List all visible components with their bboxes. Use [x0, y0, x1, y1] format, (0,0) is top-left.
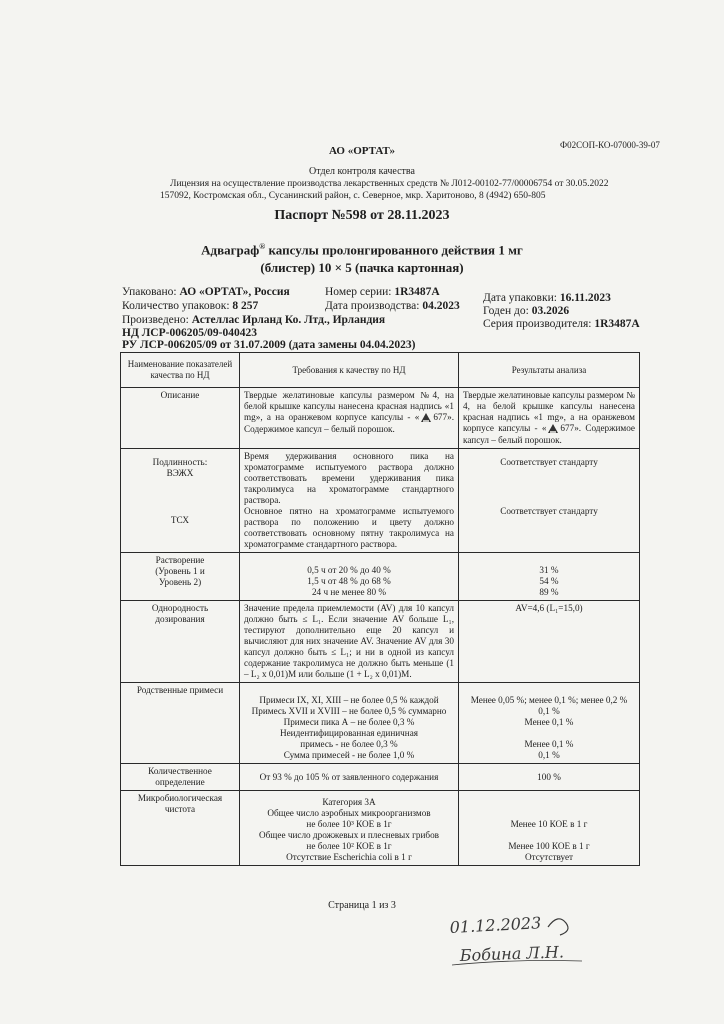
- registered-mark: ®: [259, 242, 266, 251]
- nd-number: [122, 327, 257, 339]
- req-impurities-unidentified-limit: примесь - не более 0,3 %: [300, 739, 398, 749]
- table-row: [121, 553, 640, 601]
- packed-label: Упаковано:: [122, 286, 180, 298]
- expiry-date: [483, 305, 569, 317]
- page-number: Страница 1 из 3: [328, 900, 396, 911]
- micro-label-1: Микробиологическая: [137, 793, 223, 803]
- req-uniformity: [240, 601, 459, 683]
- dissolution-level-1: (Уровень 1 и: [155, 566, 205, 576]
- ru-number: [122, 339, 415, 351]
- res-assay: [459, 764, 640, 791]
- param-impurities: [121, 683, 240, 764]
- req-micro: [240, 791, 459, 866]
- req-impurities-total: Сумма примесей - не более 1,0 %: [283, 750, 415, 760]
- series-label: Номер серии:: [325, 286, 395, 298]
- res-description-text-a: Твердые желатиновые капсулы размером № 4, на белой крышке капсулы нанесена красная надпись «1 mg», а на оранжевом корпусе капсулы - «: [463, 390, 635, 434]
- license-block: [160, 178, 609, 202]
- req-dissolution-1-5h: 1,5 ч от 48 % до 68 %: [307, 576, 391, 586]
- req-impurities-unidentified: Неидентифицированная единичная: [279, 728, 419, 738]
- req-dissolution-24h: 24 ч не менее 80 %: [311, 587, 387, 597]
- param-description: [121, 388, 240, 449]
- res-dissolution: [459, 553, 640, 601]
- req-micro-category: Категория 3А: [322, 797, 376, 807]
- header-parameter: Наименование показателей качества по НД: [121, 353, 240, 388]
- product-name: Адваграф: [201, 242, 260, 258]
- assay-label-1: Количественное: [148, 766, 212, 776]
- product-title: [0, 238, 724, 277]
- res-impurities-total: 0,1 %: [538, 750, 560, 760]
- req-micro-aerobic: Общее число аэробных микроорганизмов: [267, 808, 431, 818]
- production-date: [325, 300, 460, 312]
- req-description-text-a: Твердые желатиновые капсулы размером №4, на белой крышке капсулы нанесена красная надпись «1 mg», а на оранжевом корпусе капсулы - «: [244, 390, 454, 423]
- manufacturer-series: [483, 318, 640, 330]
- req-impurities-xvii-xviii: Примесь XVII и XVIII – не более 0,5 % суммарно: [251, 706, 447, 716]
- param-dissolution: [121, 553, 240, 601]
- document-code: Ф02СОП-КО-07000-39-07: [560, 140, 660, 150]
- packing-date: [483, 292, 611, 304]
- table-row: [121, 683, 640, 764]
- series-number: [325, 286, 440, 298]
- res-micro-ecoli: Отсутствует: [524, 852, 574, 862]
- pack-count-label: Количество упаковок:: [122, 300, 233, 312]
- req-identity-hplc: Время удерживания основного пика на хроматограмме испытуемого раствора должно соответствовать времени удерживания пика такролимуса на хроматограмме стандартного раствора.: [244, 451, 454, 505]
- header-results: Результаты анализа: [459, 353, 640, 388]
- req-identity-tlc: Основное пятно на хроматограмме испытуемого раствора по положению и цвету должно соответствовать основному пятну такролимуса на хроматограмме стандартного раствора.: [244, 506, 454, 549]
- req-dissolution-0-5h: 0,5 ч от 20 % до 40 %: [307, 565, 391, 575]
- packing-date-value: 16.11.2023: [559, 292, 611, 304]
- req-impurities-peak-a: Примеси пика А – не более 0,3 %: [283, 717, 415, 727]
- production-date-value: 04.2023: [422, 300, 460, 312]
- req-micro-fungi: Общее число дрожжевых и плесневых грибов: [259, 830, 439, 840]
- expiry-value: 03.2026: [531, 305, 570, 317]
- table-row: [121, 449, 640, 553]
- series-value: 1R3487A: [394, 286, 440, 298]
- manufacturer: [122, 314, 385, 326]
- license-line: Лицензия на осуществление производства лекарственных средств № Л012-00102-77/00006754 от 30.05.2022: [170, 179, 609, 189]
- res-impurities: [459, 683, 640, 764]
- table-row: [121, 601, 640, 683]
- address-line: 157092, Костромская обл., Сусанинский район, с. Северное, мкр. Харитоново, 8 (4942) 650-805: [160, 191, 546, 201]
- req-micro-aerobic-limit: не более 10³ КОЕ в 1г: [306, 819, 392, 829]
- header-requirements: Требования к качеству по НД: [240, 353, 459, 388]
- manufacturer-label: Произведено:: [122, 314, 192, 326]
- table-header-row: [121, 353, 640, 388]
- manufacturer-series-value: 1R3487A: [594, 318, 640, 330]
- expiry-label: Годен до:: [483, 305, 532, 317]
- manufacturer-value: Астеллас Ирланд Ко. Лтд., Ирландия: [191, 314, 386, 326]
- req-impurities: [240, 683, 459, 764]
- res-dissolution-0-5h: 31 %: [539, 565, 559, 575]
- res-identity: [459, 449, 640, 553]
- department-name: Отдел контроля качества: [309, 166, 415, 177]
- table-row: [121, 791, 640, 866]
- identity-tlc-label: ТСХ: [170, 515, 190, 525]
- param-identity: [121, 449, 240, 553]
- handwritten-name: Бобина Л.Н.: [459, 942, 565, 965]
- req-description: [240, 388, 459, 449]
- res-uniformity: [459, 601, 640, 683]
- param-assay: [121, 764, 240, 791]
- astellas-logo-icon: [546, 423, 560, 435]
- product-form: капсулы пролонгированного действия 1 мг: [265, 242, 523, 258]
- identity-hplc-label: ВЭЖХ: [166, 468, 194, 478]
- req-assay-text: От 93 % до 105 % от заявленного содержания: [259, 772, 439, 782]
- pack-count-value: 8 257: [232, 300, 259, 312]
- res-impurities-peak-a: Менее 0,1 %: [524, 717, 574, 727]
- req-impurities-ix-xi-xiii: Примеси IX, XI, XIII – не более 0,5 % каждой: [259, 695, 439, 705]
- dissolution-label: Растворение: [155, 555, 205, 565]
- impurities-label: Родственные примеси: [136, 685, 224, 695]
- quality-table: [120, 352, 640, 866]
- res-assay-value: 100 %: [537, 772, 561, 782]
- req-identity: [240, 449, 459, 553]
- res-impurities-xvii-xviii: 0,1 %: [538, 706, 560, 716]
- res-description: [459, 388, 640, 449]
- nd-value: НД ЛСР-006205/09-040423: [122, 327, 257, 339]
- req-description-text-b: 677». Содержимое капсул – белый порошок.: [244, 412, 454, 434]
- ru-value: РУ ЛСР-006205/09 от 31.07.2009 (дата замены 04.04.2023): [122, 339, 416, 351]
- micro-label-2: чистота: [164, 804, 196, 814]
- res-dissolution-1-5h: 54 %: [539, 576, 559, 586]
- packed-value: АО «ОРТАТ», Россия: [179, 286, 290, 298]
- res-uniformity-value: AV=4,6 (L₁=15,0): [515, 603, 583, 613]
- req-uniformity-text: Значение предела приемлемости (AV) для 10 капсул должно быть ≤ L₁. Если значение AV больше L₁, тестируют дополнительно еще 20 капсул и вычисляют для них значение AV. Значение AV для 30 капсул должно быть ≤ L₁; и ни в одной из капсул содержание такролимуса не должно быть меньше (1 – L₂ x 0,01)M или больше (1 + L₂ x 0,01)M.: [244, 603, 454, 679]
- passport-title: Паспорт №598 от 28.11.2023: [274, 208, 450, 223]
- manufacturer-series-label: Серия производителя:: [483, 318, 595, 330]
- dissolution-level-2: Уровень 2): [158, 577, 202, 587]
- packed-by: [122, 286, 290, 298]
- param-micro: [121, 791, 240, 866]
- handwritten-date: 01.12.2023: [449, 913, 542, 937]
- pack-count: [122, 300, 258, 312]
- product-line-1: [0, 238, 724, 259]
- req-dissolution: [240, 553, 459, 601]
- product-line-2: (блистер) 10 × 5 (пачка картонная): [260, 260, 464, 276]
- res-identity-tlc: Соответствует стандарту: [500, 506, 598, 516]
- handwritten-signature: [430, 905, 610, 975]
- res-description-text-b: 677». Содержимое капсул – белый порошок.: [463, 423, 635, 445]
- res-impurities-ix-xi-xiii: Менее 0,05 %; менее 0,1 %; менее 0,2 %: [470, 695, 628, 705]
- req-assay: [240, 764, 459, 791]
- res-micro-aerobic: Менее 10 КОЕ в 1 г: [510, 819, 588, 829]
- req-micro-ecoli: Отсутствие Escherichia coli в 1 г: [286, 852, 412, 862]
- param-uniformity: [121, 601, 240, 683]
- uniformity-label-1: Однородность: [151, 603, 209, 613]
- assay-label-2: определение: [155, 777, 205, 787]
- identity-label: Подлинность:: [152, 457, 208, 467]
- packing-date-label: Дата упаковки:: [483, 292, 560, 304]
- uniformity-label-2: дозирования: [155, 614, 205, 624]
- req-micro-fungi-limit: не более 10² КОЕ в 1г: [306, 841, 392, 851]
- astellas-logo-icon: [419, 412, 433, 424]
- res-impurities-unidentified: Менее 0,1 %: [524, 739, 574, 749]
- res-micro-fungi: Менее 100 КОЕ в 1 г: [508, 841, 590, 851]
- table-row: [121, 388, 640, 449]
- table-row: [121, 764, 640, 791]
- res-micro: [459, 791, 640, 866]
- production-date-label: Дата производства:: [325, 300, 423, 312]
- description-label: Описание: [160, 390, 200, 400]
- res-dissolution-24h: 89 %: [539, 587, 559, 597]
- company-name: АО «ОРТАТ»: [329, 145, 395, 157]
- res-identity-hplc: Соответствует стандарту: [500, 457, 598, 467]
